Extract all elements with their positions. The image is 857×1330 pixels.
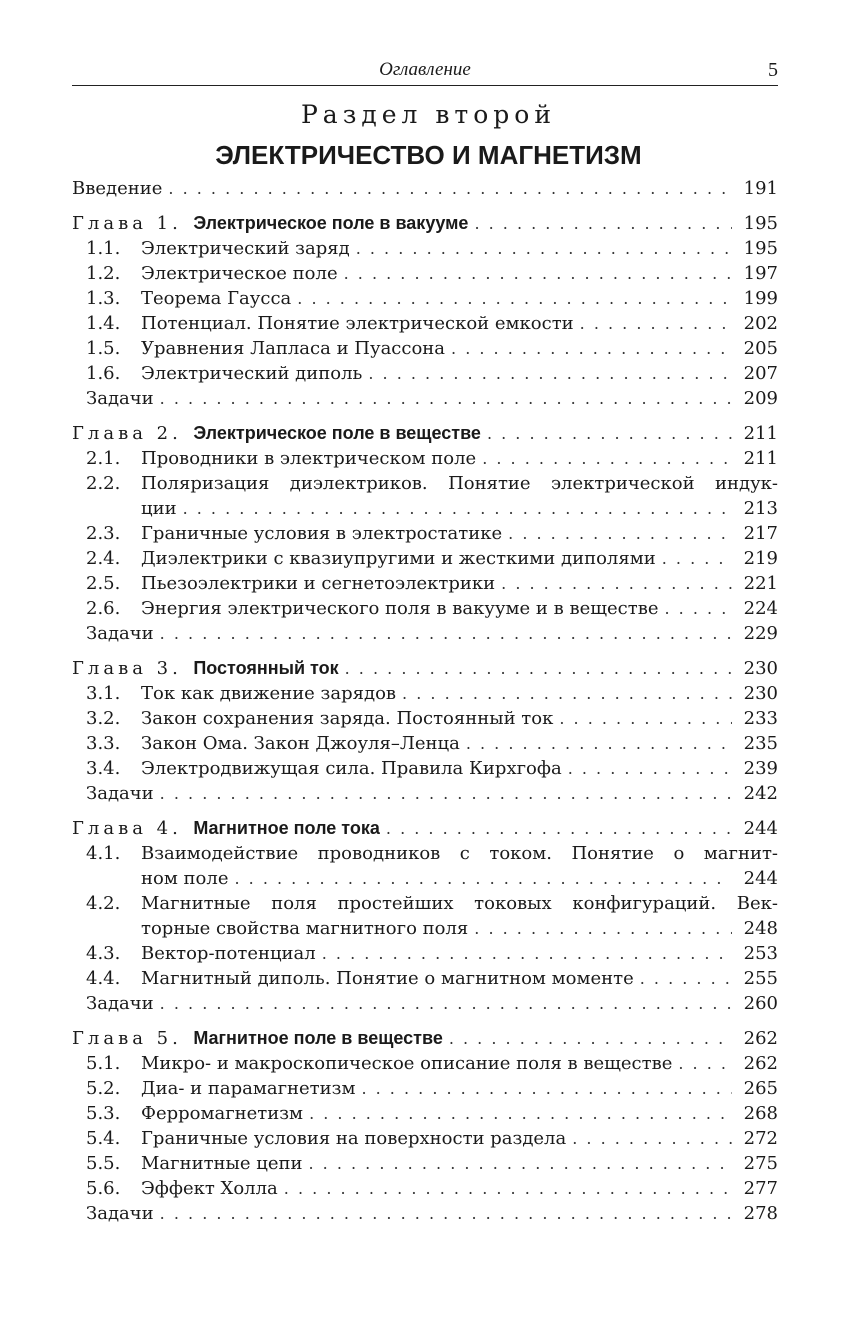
section-number: 4.2.: [86, 893, 121, 914]
section-number: 1.6.: [86, 363, 121, 384]
section-page: 213: [743, 498, 778, 519]
section-number: 2.5.: [86, 573, 121, 594]
toc-section[interactable]: [72, 1176, 778, 1201]
chapter-word: Глава 4.: [72, 818, 182, 839]
section-label: Пьезоэлектрики и сегнетоэлектрики: [141, 573, 496, 594]
section-page: 221: [743, 573, 778, 594]
section-label: Ток как движение зарядов: [141, 683, 397, 704]
toc-section[interactable]: [72, 966, 778, 991]
toc-section[interactable]: [72, 521, 778, 546]
toc-intro-label: Введение: [72, 178, 163, 199]
section-page: 277: [743, 1178, 778, 1199]
leader-dots: [508, 521, 732, 546]
section-number: 4.4.: [86, 968, 121, 989]
section-number: 5.2.: [86, 1078, 121, 1099]
chapter-title: Постоянный ток: [193, 658, 339, 678]
leader-dots: [580, 311, 732, 336]
leader-dots: [678, 1051, 732, 1076]
chapter-title: Магнитное поле в веществе: [193, 1028, 443, 1048]
section-label: Магнитные поля простейших токовых конфигураций. Век-: [141, 893, 778, 914]
toc-section[interactable]: [72, 1101, 778, 1126]
section-page: 219: [743, 548, 778, 569]
leader-dots: [160, 991, 732, 1016]
chapter-heading: [72, 1026, 443, 1051]
section-page: 268: [743, 1103, 778, 1124]
section-number: 1.5.: [86, 338, 121, 359]
section-title: ЭЛЕКТРИЧЕСТВО И МАГНЕТИЗМ: [215, 140, 642, 170]
section-page: 265: [743, 1078, 778, 1099]
section-number: 4.1.: [86, 843, 121, 864]
toc-section-continuation[interactable]: [72, 866, 778, 891]
section-number: 2.1.: [86, 448, 121, 469]
toc-section[interactable]: [72, 571, 778, 596]
section-label: Электрический заряд: [141, 238, 350, 259]
tasks-label: Задачи: [86, 388, 154, 409]
section-label: Диэлектрики с квазиупругими и жесткими диполями: [141, 548, 656, 569]
section-page: 197: [743, 263, 778, 284]
section-label-cont: торные свойства магнитного поля: [141, 918, 469, 939]
section-label: Электрическое поле: [141, 263, 338, 284]
leader-dots: [474, 916, 732, 941]
section-label: Диа- и парамагнетизм: [141, 1078, 356, 1099]
toc-chapter[interactable]: [72, 816, 778, 841]
chapter-heading: [72, 421, 481, 446]
section-page: 230: [743, 683, 778, 704]
section-label-cont: ном поле: [141, 868, 229, 889]
leader-dots: [487, 421, 732, 446]
chapter-title: Магнитное поле тока: [193, 818, 380, 838]
tasks-label: Задачи: [86, 1203, 154, 1224]
chapter-word: Глава 1.: [72, 213, 182, 234]
tasks-label: Задачи: [86, 993, 154, 1014]
section-label: Граничные условия в электростатике: [141, 523, 503, 544]
section-number: 2.2.: [86, 473, 121, 494]
chapter-word: Глава 3.: [72, 658, 182, 679]
toc-section[interactable]: [72, 706, 778, 731]
section-number: 5.5.: [86, 1153, 121, 1174]
toc-section[interactable]: [72, 311, 778, 336]
tasks-page: 242: [743, 783, 778, 804]
section-page: 275: [743, 1153, 778, 1174]
section-label: Электродвижущая сила. Правила Кирхгофа: [141, 758, 562, 779]
toc-section[interactable]: [72, 261, 778, 286]
leader-dots: [356, 236, 732, 261]
section-page: 195: [743, 238, 778, 259]
leader-dots: [559, 706, 732, 731]
chapter-page: 211: [743, 423, 778, 444]
section-label: Электрический диполь: [141, 363, 363, 384]
section-page: 233: [743, 708, 778, 729]
toc-tasks[interactable]: [72, 1201, 778, 1226]
section-number: 5.1.: [86, 1053, 121, 1074]
toc-section[interactable]: [72, 1051, 778, 1076]
section-page: 262: [743, 1053, 778, 1074]
section-page: 211: [743, 448, 778, 469]
toc-section[interactable]: [72, 731, 778, 756]
section-page: 205: [743, 338, 778, 359]
section-label: Граничные условия на поверхности раздела: [141, 1128, 567, 1149]
section-label: Эффект Холла: [141, 1178, 278, 1199]
leader-dots: [662, 546, 732, 571]
section-page: 199: [743, 288, 778, 309]
tasks-page: 229: [743, 623, 778, 644]
section-label: Микро- и макроскопическое описание поля в веществе: [141, 1053, 673, 1074]
toc-section[interactable]: [72, 546, 778, 571]
table-of-contents: [72, 176, 778, 1226]
leader-dots: [386, 816, 732, 841]
page-number: 5: [768, 59, 778, 81]
leader-dots: [297, 286, 732, 311]
toc-section[interactable]: [72, 841, 778, 866]
section-number: 5.3.: [86, 1103, 121, 1124]
section-page: 202: [743, 313, 778, 334]
section-page: 207: [743, 363, 778, 384]
leader-dots: [449, 1026, 732, 1051]
section-number: 2.4.: [86, 548, 121, 569]
toc-section-continuation[interactable]: [72, 496, 778, 521]
toc-chapter[interactable]: [72, 1026, 778, 1051]
section-page: 253: [743, 943, 778, 964]
leader-dots: [368, 361, 732, 386]
toc-chapter[interactable]: [72, 211, 778, 236]
leader-dots: [234, 866, 732, 891]
toc-tasks[interactable]: [72, 621, 778, 646]
leader-dots: [474, 211, 732, 236]
toc-tasks[interactable]: [72, 991, 778, 1016]
toc-section[interactable]: [72, 236, 778, 261]
leader-dots: [183, 496, 732, 521]
leader-dots: [572, 1126, 732, 1151]
tasks-page: 278: [743, 1203, 778, 1224]
toc-section-continuation[interactable]: [72, 916, 778, 941]
section-label: Раздел второй: [300, 100, 557, 129]
section-label: Потенциал. Понятие электрической емкости: [141, 313, 574, 334]
toc-section[interactable]: [72, 361, 778, 386]
leader-dots: [344, 261, 732, 286]
chapter-title: Электрическое поле в веществе: [193, 423, 481, 443]
section-label: Энергия электрического поля в вакууме и в веществе: [141, 598, 659, 619]
toc-section[interactable]: [72, 471, 778, 496]
running-title: Оглавление: [379, 59, 471, 80]
section-label: Проводники в электрическом поле: [141, 448, 477, 469]
toc-section[interactable]: [72, 1076, 778, 1101]
toc-section[interactable]: [72, 596, 778, 621]
leader-dots: [160, 1201, 732, 1226]
section-label: Ферромагнетизм: [141, 1103, 304, 1124]
section-number: 2.6.: [86, 598, 121, 619]
tasks-page: 260: [743, 993, 778, 1014]
section-number: 1.4.: [86, 313, 121, 334]
section-number: 1.1.: [86, 238, 121, 259]
section-label: Вектор-потенциал: [141, 943, 316, 964]
running-head: [72, 57, 778, 86]
toc-section[interactable]: [72, 941, 778, 966]
section-number: 5.4.: [86, 1128, 121, 1149]
leader-dots: [665, 596, 733, 621]
leader-dots: [466, 731, 732, 756]
leader-dots: [451, 336, 732, 361]
chapter-title: Электрическое поле в вакууме: [193, 213, 469, 233]
section-page: 248: [743, 918, 778, 939]
section-label: Теорема Гаусса: [141, 288, 292, 309]
section-number: 3.1.: [86, 683, 121, 704]
section-page: 239: [743, 758, 778, 779]
tasks-label: Задачи: [86, 623, 154, 644]
leader-dots: [501, 571, 732, 596]
toc-chapter[interactable]: [72, 421, 778, 446]
chapter-page: 262: [743, 1028, 778, 1049]
section-label: Магнитные цепи: [141, 1153, 303, 1174]
section-label: Взаимодействие проводников с током. Понятие о магнит-: [141, 843, 778, 864]
section-number: 4.3.: [86, 943, 121, 964]
leader-dots: [345, 656, 732, 681]
tasks-label: Задачи: [86, 783, 154, 804]
leader-dots: [361, 1076, 732, 1101]
chapter-page: 244: [743, 818, 778, 839]
leader-dots: [309, 1101, 732, 1126]
leader-dots: [160, 386, 732, 411]
section-label-cont: ции: [141, 498, 177, 519]
chapter-heading: [72, 211, 468, 236]
section-page: 244: [743, 868, 778, 889]
leader-dots: [160, 621, 732, 646]
leader-dots: [284, 1176, 732, 1201]
chapter-page: 195: [743, 213, 778, 234]
toc-chapter[interactable]: [72, 656, 778, 681]
chapter-word: Глава 2.: [72, 423, 182, 444]
chapter-word: Глава 5.: [72, 1028, 182, 1049]
section-number: 3.4.: [86, 758, 121, 779]
section-page: 224: [743, 598, 778, 619]
section-page: 217: [743, 523, 778, 544]
toc-intro[interactable]: [72, 176, 778, 201]
section-label: Уравнения Лапласа и Пуассона: [141, 338, 446, 359]
toc-section[interactable]: [72, 1151, 778, 1176]
toc-section[interactable]: [72, 1126, 778, 1151]
section-number: 3.3.: [86, 733, 121, 754]
leader-dots: [402, 681, 732, 706]
toc-section[interactable]: [72, 891, 778, 916]
section-number: 1.3.: [86, 288, 121, 309]
section-label: Закон сохранения заряда. Постоянный ток: [141, 708, 554, 729]
section-number: 5.6.: [86, 1178, 121, 1199]
section-number: 2.3.: [86, 523, 121, 544]
leader-dots: [160, 781, 732, 806]
tasks-page: 209: [743, 388, 778, 409]
toc-intro-page: 191: [743, 178, 778, 199]
leader-dots: [168, 176, 732, 201]
leader-dots: [322, 941, 732, 966]
section-page: 235: [743, 733, 778, 754]
section-page: 272: [743, 1128, 778, 1149]
section-number: 3.2.: [86, 708, 121, 729]
chapter-page: 230: [743, 658, 778, 679]
chapter-heading: [72, 656, 339, 681]
toc-section[interactable]: [72, 681, 778, 706]
section-label: Закон Ома. Закон Джоуля–Ленца: [141, 733, 460, 754]
section-page: 255: [743, 968, 778, 989]
section-number: 1.2.: [86, 263, 121, 284]
leader-dots: [482, 446, 732, 471]
chapter-heading: [72, 816, 380, 841]
toc-section[interactable]: [72, 446, 778, 471]
toc-section[interactable]: [72, 336, 778, 361]
leader-dots: [640, 966, 732, 991]
toc-section[interactable]: [72, 286, 778, 311]
toc-tasks[interactable]: [72, 386, 778, 411]
section-label: Магнитный диполь. Понятие о магнитном моменте: [141, 968, 634, 989]
toc-tasks[interactable]: [72, 781, 778, 806]
toc-section[interactable]: [72, 756, 778, 781]
leader-dots: [308, 1151, 732, 1176]
section-label: Поляризация диэлектриков. Понятие электрической индук-: [141, 473, 778, 494]
leader-dots: [568, 756, 732, 781]
